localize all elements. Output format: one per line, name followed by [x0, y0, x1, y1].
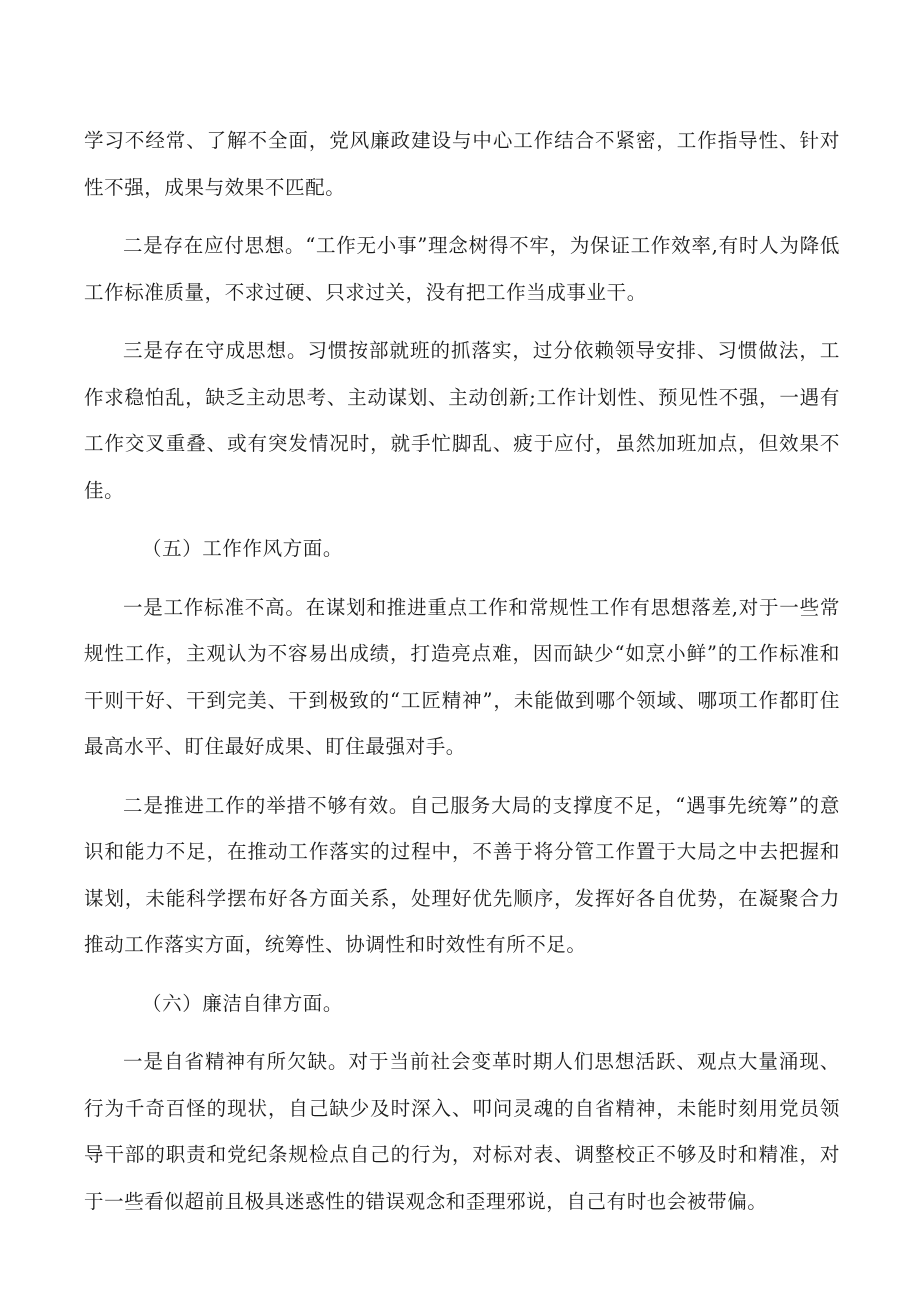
section-heading-integrity: （六）廉洁自律方面。	[142, 991, 344, 1015]
paragraph-conservative-thinking: 三是存在守成思想。习惯按部就班的抓落实，过分依赖领导安排、习惯做法，工作求稳怕乱，缺乏主动思考、主动谋划、主动创新;工作计划性、预见性不强，一遇有工作交叉重叠、或有突发情况时，就手忙脚乱、疲于应付，虽然加班加点，但效果不佳。	[84, 339, 840, 502]
paragraph-work-standards: 一是工作标准不高。在谋划和推进重点工作和常规性工作有思想落差,对于一些常规性工作，主观认为不容易出成绩，打造亮点难，因而缺少“如烹小鲜”的工作标准和干则干好、干到完美、干到极致的“工匠精神”，未能做到哪个领域、哪项工作都盯住最高水平、盯住最好成果、盯住最强对手。	[84, 595, 840, 758]
paragraph-continuation: 学习不经常、了解不全面，党风廉政建设与中心工作结合不紧密，工作指导性、针对性不强，成果与效果不匹配。	[84, 129, 840, 199]
section-heading-work-style: （五）工作作风方面。	[142, 537, 344, 560]
paragraph-perfunctory-thinking: 二是存在应付思想。“工作无小事”理念树得不牢，为保证工作效率,有时人为降低工作标准质量，不求过硬、只求过关，没有把工作当成事业干。	[84, 234, 840, 304]
paragraph-self-reflection: 一是自省精神有所欠缺。对于当前社会变革时期人们思想活跃、观点大量涌现、行为千奇百怪的现状，自己缺少及时深入、叩问灵魂的自省精神，未能时刻用党员领导干部的职责和党纪条规检点自己的行为，对标对表、调整校正不够及时和精准，对于一些看似超前且极具迷惑性的错误观念和歪理邪说，自己有时也会被带偏。	[84, 1050, 840, 1213]
paragraph-work-measures: 二是推进工作的举措不够有效。自己服务大局的支撑度不足，“遇事先统筹”的意识和能力不足，在推动工作落实的过程中，不善于将分管工作置于大局之中去把握和谋划，未能科学摆布好各方面关系，处理好优先顺序，发挥好各自优势，在凝聚合力推动工作落实方面，统筹性、协调性和时效性有所不足。	[84, 793, 840, 956]
document-page	[84, 118, 840, 1225]
